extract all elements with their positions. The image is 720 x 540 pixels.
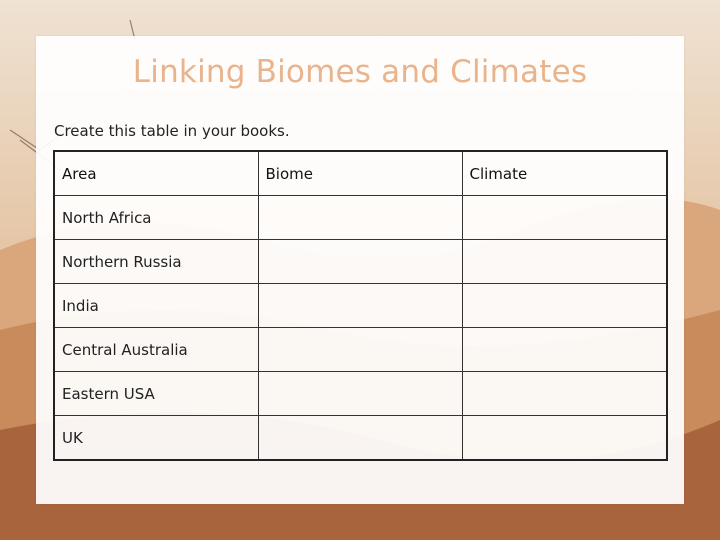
biomes-table	[53, 150, 668, 461]
table-row	[54, 196, 667, 240]
content-card	[36, 36, 684, 504]
header-biome: Biome	[258, 151, 462, 196]
biome-cell	[258, 372, 462, 416]
climate-cell	[462, 240, 667, 284]
climate-cell	[462, 196, 667, 240]
area-cell: Eastern USA	[54, 372, 258, 416]
table-row	[54, 416, 667, 461]
biome-cell	[258, 196, 462, 240]
table-row	[54, 372, 667, 416]
area-cell: India	[54, 284, 258, 328]
table-header-row	[54, 151, 667, 196]
climate-cell	[462, 284, 667, 328]
area-cell: Central Australia	[54, 328, 258, 372]
biome-cell	[258, 284, 462, 328]
climate-cell	[462, 328, 667, 372]
slide-title: Linking Biomes and Climates	[132, 54, 588, 90]
area-cell: Northern Russia	[54, 240, 258, 284]
table-row	[54, 284, 667, 328]
climate-cell	[462, 416, 667, 461]
biome-cell	[258, 328, 462, 372]
biome-cell	[258, 416, 462, 461]
table-row	[54, 328, 667, 372]
table-row	[54, 240, 667, 284]
instruction-text: Create this table in your books.	[54, 122, 290, 140]
area-cell: UK	[54, 416, 258, 461]
header-area: Area	[54, 151, 258, 196]
area-cell: North Africa	[54, 196, 258, 240]
header-climate: Climate	[462, 151, 667, 196]
biome-cell	[258, 240, 462, 284]
climate-cell	[462, 372, 667, 416]
